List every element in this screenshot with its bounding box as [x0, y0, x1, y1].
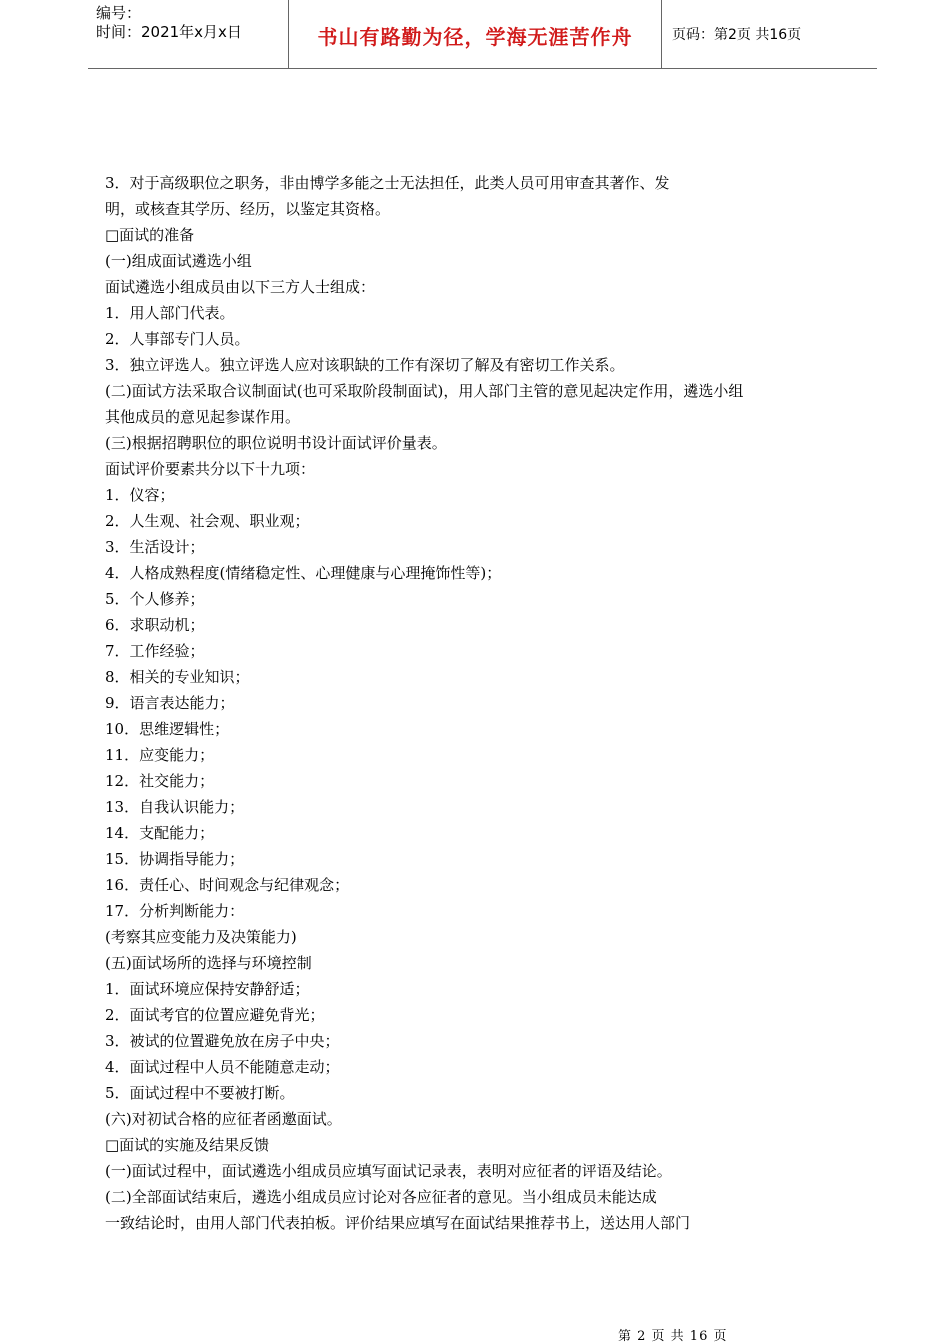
page-footer: 第 2 页 共 16 页: [618, 1329, 728, 1344]
text-line: 2．人生观、社会观、职业观；: [105, 512, 310, 530]
text-line: 10．思维逻辑性；: [105, 720, 230, 738]
text-line: (一)面试过程中，面试遴选小组成员应填写面试记录表，表明对应征者的评语及结论。: [105, 1162, 672, 1180]
text-line: 明，或核查其学历、经历，以鉴定其资格。: [105, 200, 391, 218]
time-label: 时间：2021年x月x日: [96, 23, 242, 41]
header-motto: 书山有路勤为径，学海无涯苦作舟: [317, 25, 633, 49]
text-line: 其他成员的意见起参谋作用。: [105, 408, 301, 426]
text-line: 面试评价要素共分以下十九项：: [105, 460, 316, 478]
text-line: 3．被试的位置避免放在房子中央；: [105, 1032, 340, 1050]
text-line: 2．面试考官的位置应避免背光；: [105, 1006, 325, 1024]
text-line: 4．面试过程中人员不能随意走动；: [105, 1058, 340, 1076]
text-line: (一)组成面试遴选小组: [105, 252, 252, 270]
header-meta: [96, 4, 288, 42]
text-line: (五)面试场所的选择与环境控制: [105, 954, 312, 972]
text-line: 2．人事部专门人员。: [105, 330, 250, 348]
text-line: 3．独立评选人。独立评选人应对该职缺的工作有深切了解及有密切工作关系。: [105, 356, 625, 374]
page-header: [88, 0, 877, 69]
number-label: 编号：: [96, 4, 142, 22]
text-line: 11．应变能力；: [105, 746, 215, 764]
text-line: 3．生活设计；: [105, 538, 205, 556]
text-line: 6．求职动机；: [105, 616, 205, 634]
text-line: (三)根据招聘职位的职位说明书设计面试评价量表。: [105, 434, 447, 452]
header-divider: [661, 0, 662, 68]
text-line: 16．责任心、时间观念与纪律观念；: [105, 876, 350, 894]
text-line: 一致结论时，由用人部门代表拍板。评价结果应填写在面试结果推荐书上，送达用人部门: [105, 1214, 691, 1232]
document-body: [105, 170, 875, 1236]
text-line: □面试的准备: [105, 226, 195, 244]
text-line: 17．分析判断能力：: [105, 902, 245, 920]
text-line: 3．对于高级职位之职务，非由博学多能之士无法担任，此类人员可用审查其著作、发: [105, 174, 670, 192]
text-line: 14．支配能力；: [105, 824, 215, 842]
text-line: (二)全部面试结束后，遴选小组成员应讨论对各应征者的意见。当小组成员未能达成: [105, 1188, 657, 1206]
text-line: (考察其应变能力及决策能力): [105, 928, 297, 946]
text-line: 面试遴选小组成员由以下三方人士组成：: [105, 278, 376, 296]
header-page-info: 页码：第2页 共16页: [672, 27, 802, 43]
text-line: 5．个人修养；: [105, 590, 205, 608]
text-line: 5．面试过程中不要被打断。: [105, 1084, 295, 1102]
text-line: 8．相关的专业知识；: [105, 668, 250, 686]
text-line: (六)对初试合格的应征者函邀面试。: [105, 1110, 342, 1128]
text-line: □面试的实施及结果反馈: [105, 1136, 270, 1154]
text-line: 1．面试环境应保持安静舒适；: [105, 980, 310, 998]
text-line: 9．语言表达能力；: [105, 694, 235, 712]
text-line: (二)面试方法采取合议制面试(也可采取阶段制面试)，用人部门主管的意见起决定作用，遴选小组: [105, 382, 744, 400]
text-line: 1．用人部门代表。: [105, 304, 235, 322]
text-line: 7．工作经验；: [105, 642, 205, 660]
text-line: 15．协调指导能力；: [105, 850, 245, 868]
text-line: 4．人格成熟程度(情绪稳定性、心理健康与心理掩饰性等)；: [105, 564, 502, 582]
text-line: 13．自我认识能力；: [105, 798, 245, 816]
text-line: 1．仪容；: [105, 486, 175, 504]
text-line: 12．社交能力；: [105, 772, 215, 790]
